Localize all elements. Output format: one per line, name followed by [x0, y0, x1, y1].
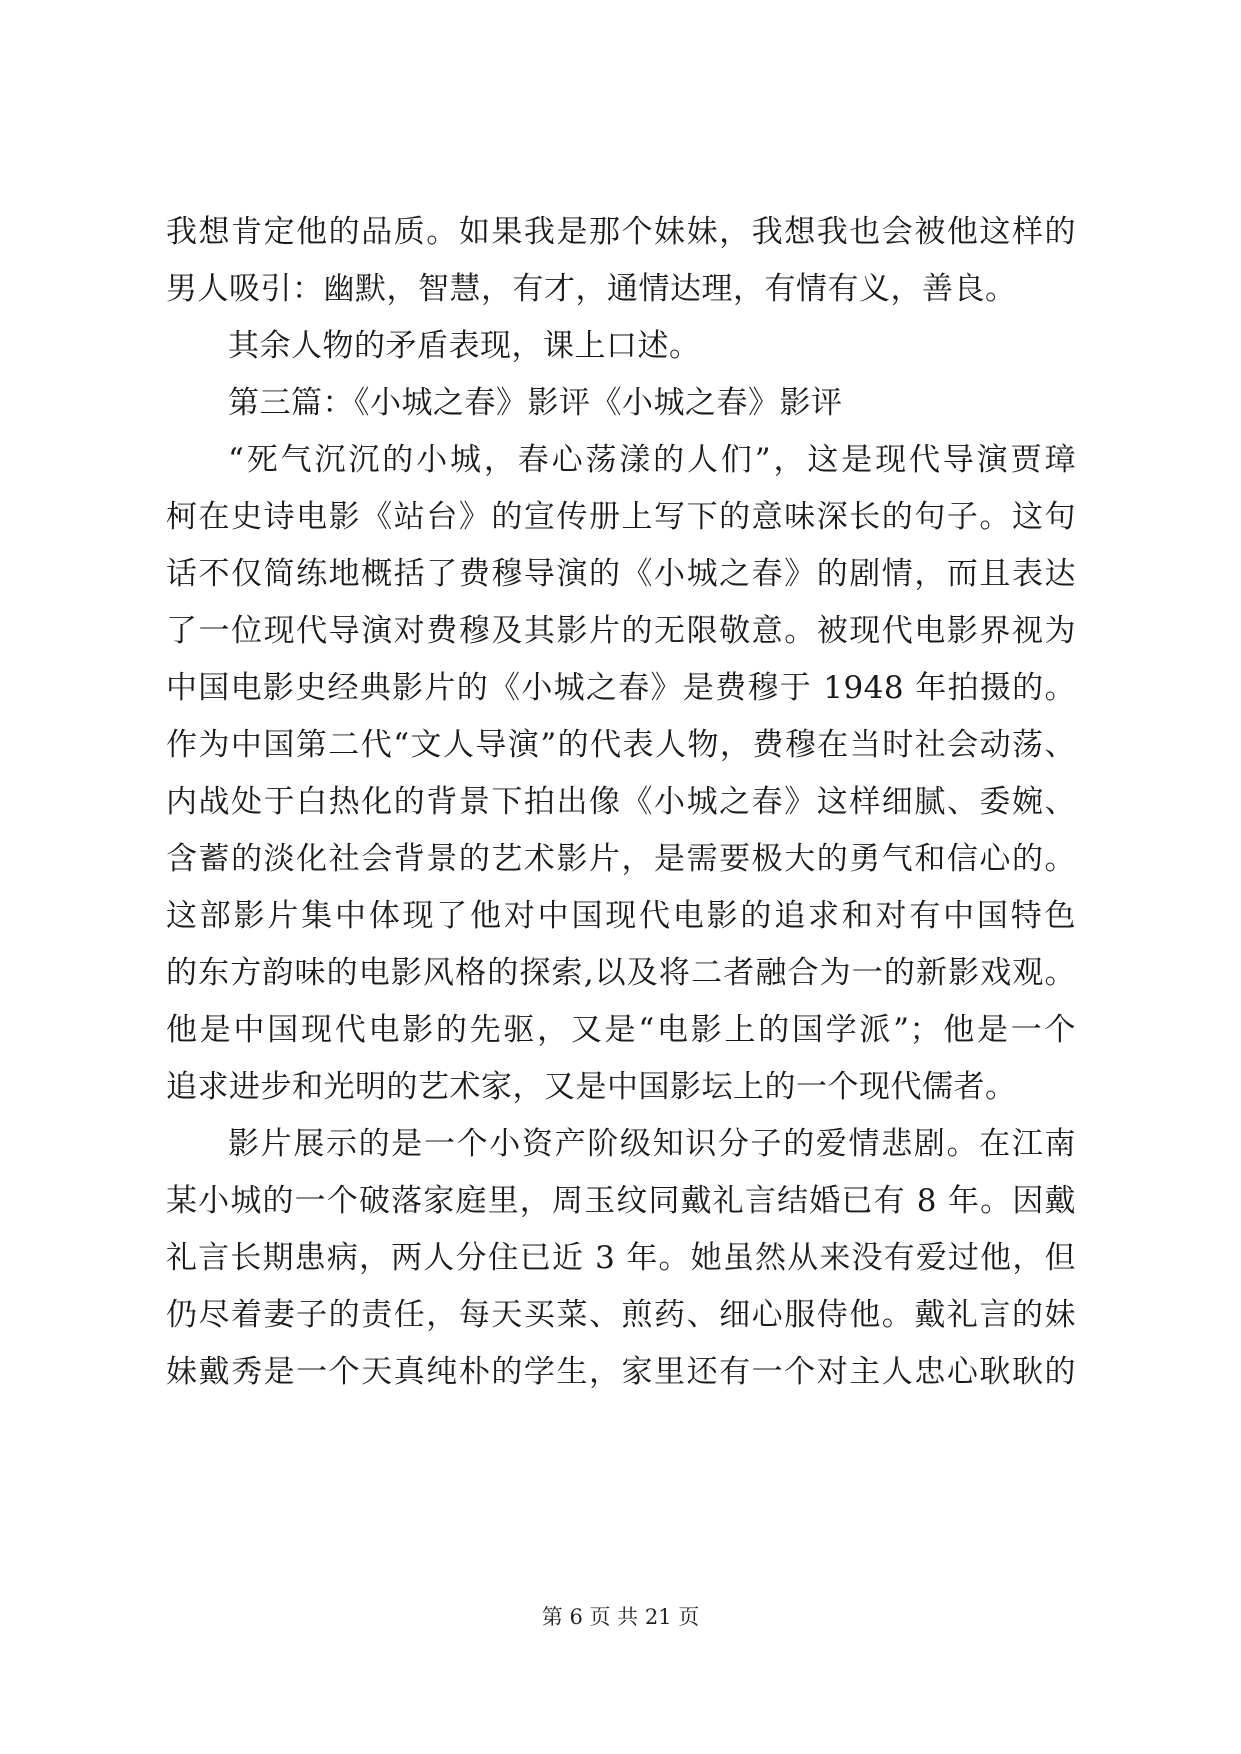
- text-line: 某小城的一个破落家庭里，周玉纹同戴礼言结婚已有 8 年。因戴: [166, 1183, 1076, 1219]
- section-heading: 第三篇：《小城之春》影评《小城之春》影评: [228, 385, 843, 421]
- text-line: 仍尽着妻子的责任，每天买菜、煎药、细心服侍他。戴礼言的妹: [166, 1297, 1076, 1333]
- page-number-footer: 第 6 页 共 21 页: [541, 1605, 700, 1629]
- text-line: 作为中国第二代“文人导演”的代表人物，费穆在当时社会动荡、: [166, 727, 1076, 763]
- text-line: 我想肯定他的品质。如果我是那个妹妹，我想我也会被他这样的: [166, 214, 1076, 250]
- text-line: 礼言长期患病，两人分住已近 3 年。她虽然从来没有爱过他，但: [166, 1240, 1076, 1276]
- text-line: 含蓄的淡化社会背景的艺术影片，是需要极大的勇气和信心的。: [166, 841, 1076, 877]
- text-line: 了一位现代导演对费穆及其影片的无限敬意。被现代电影界视为: [166, 613, 1076, 649]
- text-line: 内战处于白热化的背景下拍出像《小城之春》这样细腻、委婉、: [166, 784, 1076, 820]
- text-line: 的东方韵味的电影风格的探索,以及将二者融合为一的新影戏观。: [166, 955, 1076, 991]
- text-line: 男人吸引：幽默，智慧，有才，通情达理，有情有义，善良。: [166, 271, 1017, 307]
- text-line: 影片展示的是一个小资产阶级知识分子的爱情悲剧。在江南: [228, 1126, 1076, 1162]
- text-line: 柯在史诗电影《站台》的宣传册上写下的意味深长的句子。这句: [166, 499, 1076, 535]
- text-line: 中国电影史经典影片的《小城之春》是费穆于 1948 年拍摄的。: [166, 670, 1076, 706]
- text-line: 妹戴秀是一个天真纯朴的学生，家里还有一个对主人忠心耿耿的: [166, 1354, 1076, 1390]
- text-line: 他是中国现代电影的先驱，又是“电影上的国学派”；他是一个: [166, 1012, 1076, 1048]
- text-line: 话不仅简练地概括了费穆导演的《小城之春》的剧情，而且表达: [166, 556, 1076, 592]
- text-line: 其余人物的矛盾表现，课上口述。: [228, 328, 701, 364]
- text-line: “死气沉沉的小城，春心荡漾的人们”，这是现代导演贾璋: [228, 442, 1076, 478]
- text-line: 追求进步和光明的艺术家，又是中国影坛上的一个现代儒者。: [166, 1069, 1017, 1105]
- text-line: 这部影片集中体现了他对中国现代电影的追求和对有中国特色: [166, 898, 1076, 934]
